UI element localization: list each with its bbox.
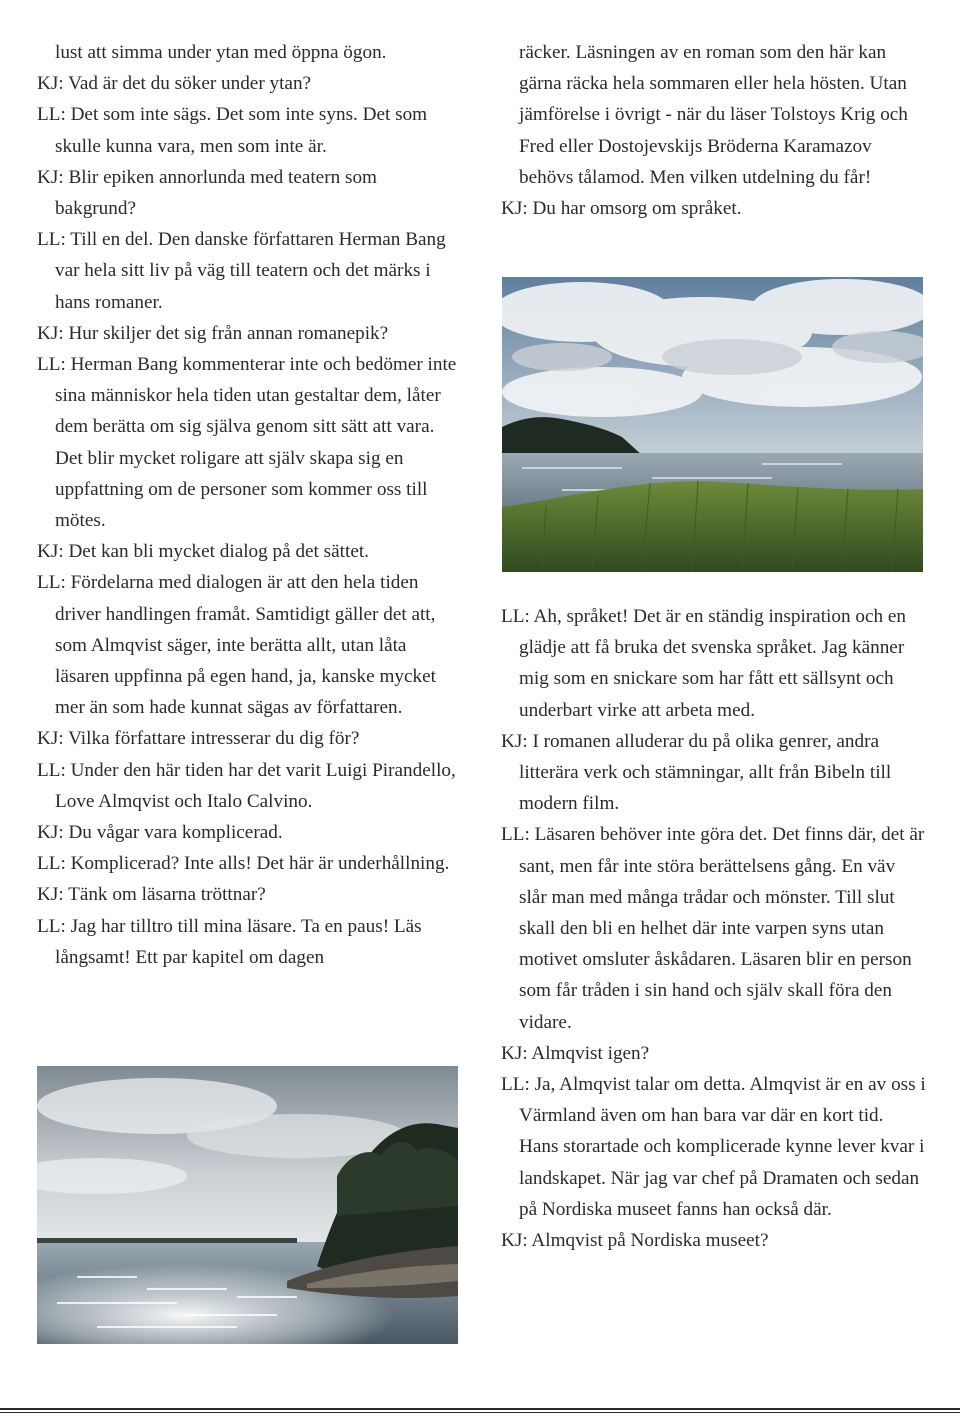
lake-reeds-photo bbox=[502, 277, 923, 572]
footer-rule-thin bbox=[0, 1412, 960, 1413]
paragraph: LL: Jag har tilltro till mina läsare. Ta en paus! Läs långsamt! Ett par kapitel om dagen bbox=[37, 915, 422, 968]
paragraph: LL: Komplicerad? Inte alls! Det här är underhållning. bbox=[37, 853, 450, 875]
paragraph: KJ: Det kan bli mycket dialog på det sättet. bbox=[37, 541, 369, 563]
paragraph: lust att simma under ytan med öppna ögon. bbox=[55, 42, 387, 63]
paragraph: LL: Herman Bang kommenterar inte och bedömer inte sina människor hela tiden utan gestaltar dem, låter dem berätta om sig själva genom sitt sätt att vara. Det blir mycket roligare att själv skapa sig en uppfattning om de personer som kommer oss till mötes. bbox=[37, 354, 457, 532]
paragraph: KJ: Tänk om läsarna tröttnar? bbox=[37, 884, 266, 906]
paragraph: LL: Ja, Almqvist talar om detta. Almqvist är en av oss i Värmland även om han bara var där en kort tid. Hans storartade och komplicerade kynne lever kvar i landskapet. När jag var chef på Dramaten och sedan på Nordiska museet fanns han också där. bbox=[501, 1074, 926, 1220]
paragraph: LL: Till en del. Den danske författaren Herman Bang var hela sitt liv på väg till teatern och det märks i hans romaner. bbox=[37, 229, 446, 313]
paragraph: KJ: Hur skiljer det sig från annan romanepik? bbox=[37, 322, 389, 344]
paragraph: LL: Under den här tiden har det varit Luigi Pirandello, Love Almqvist och Italo Calvino. bbox=[37, 759, 456, 812]
right-column-bottom bbox=[501, 601, 926, 1256]
sea-island-image bbox=[37, 1066, 458, 1344]
paragraph: LL: Läsaren behöver inte göra det. Det finns där, det är sant, men får inte störa berättelsens gång. En väv slår man med många trådar och mönster. Till slut skall den bli en helhet där inte varpen syns utan motivet omsluter åskådaren. Läsaren blir en person som får tråden i sin hand och själv skall föra den vidare. bbox=[501, 824, 925, 1033]
paragraph: KJ: Almqvist på Nordiska museet? bbox=[501, 1230, 769, 1252]
paragraph: KJ: I romanen alluderar du på olika genrer, andra litterära verk och stämningar, allt från Bibeln till modern film. bbox=[501, 730, 892, 815]
right-column-top bbox=[501, 37, 926, 224]
paragraph: KJ: Du har omsorg om språket. bbox=[501, 198, 742, 220]
sea-island-photo bbox=[37, 1066, 458, 1344]
paragraph: räcker. Läsningen av en roman som den här kan gärna räcka hela sommaren eller hela hösten. Utan jämförelse i övrigt - när du läser Tolstoys Krig och Fred eller Dostojevskijs Bröderna Karamazov behövs tålamod. Men vilken utdelning du får! bbox=[519, 42, 908, 188]
lake-reeds-image bbox=[502, 277, 923, 572]
paragraph: KJ: Blir epiken annorlunda med teatern som bakgrund? bbox=[37, 166, 377, 220]
paragraph: KJ: Vilka författare intresserar du dig för? bbox=[37, 728, 360, 750]
paragraph: KJ: Du vågar vara komplicerad. bbox=[37, 822, 283, 844]
footer-rule bbox=[0, 1408, 960, 1410]
left-column bbox=[37, 37, 462, 973]
paragraph: LL: Ah, språket! Det är en ständig inspiration och en glädje att få bruka det svenska språket. Jag känner mig som en snickare som har fått ett sällsynt och underbart virke att arbeta med. bbox=[501, 606, 906, 721]
paragraph: KJ: Almqvist igen? bbox=[501, 1042, 650, 1064]
paragraph: LL: Fördelarna med dialogen är att den hela tiden driver handlingen framåt. Samtidigt gäller det att, som Almqvist säger, inte berätta allt, utan låta läsaren uppfinna på egen hand, ja, kanske mycket mer än som hade kunnat sägas av författaren. bbox=[37, 572, 436, 719]
paragraph: LL: Det som inte sägs. Det som inte syns. Det som skulle kunna vara, men som inte är. bbox=[37, 104, 428, 157]
paragraph: KJ: Vad är det du söker under ytan? bbox=[37, 73, 312, 95]
